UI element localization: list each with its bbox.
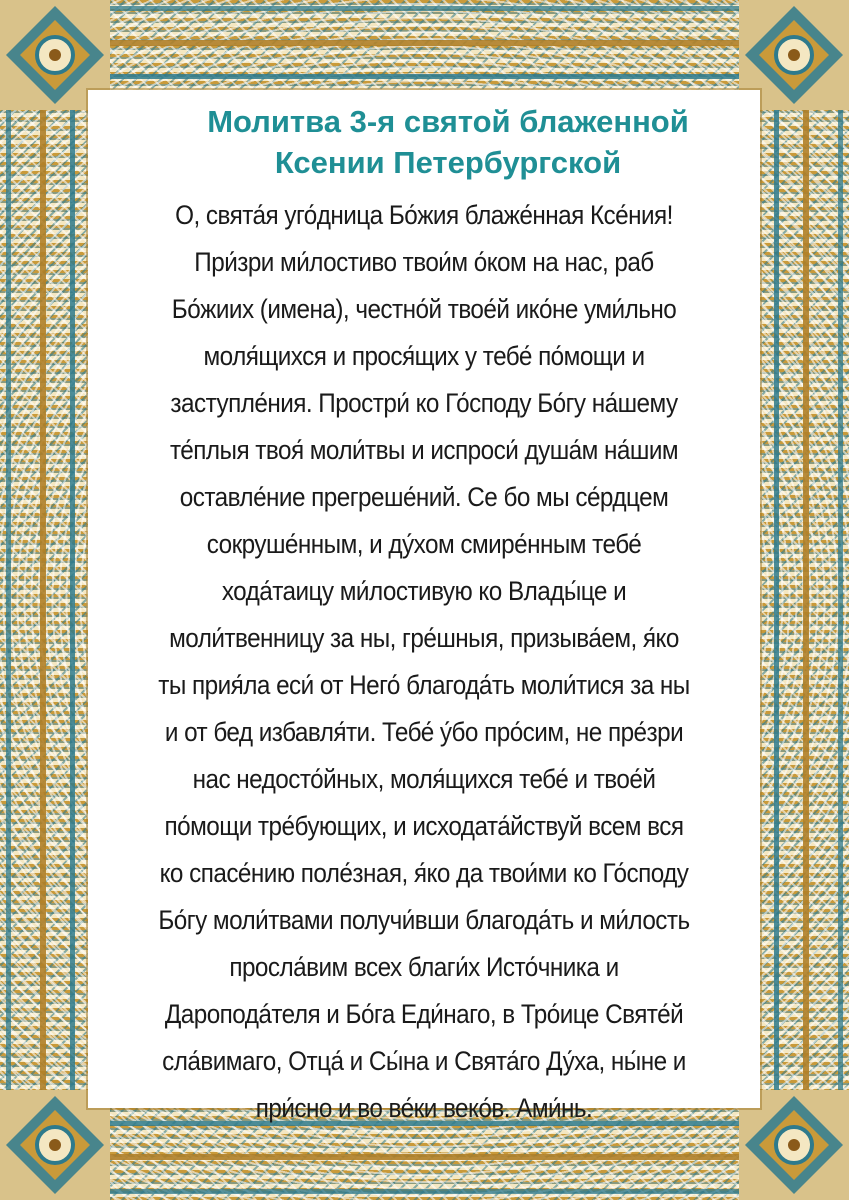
prayer-line: хода́таицу ми́лостивую ко Влады́це и	[221, 576, 627, 606]
prayer-line: нас недосто́йных, моля́щихся тебе́ и твое́й	[192, 764, 656, 794]
prayer-text	[125, 192, 723, 1132]
prayer-line: и от бед избавля́ти. Тебе́ у́бо про́сим, не пре́зри	[164, 717, 684, 747]
prayer-line: При́зри ми́лостиво твои́м о́ком на нас, раб	[194, 247, 654, 277]
prayer-line: те́плыя твоя́ моли́твы и испроси́ душа́м на́шим	[169, 435, 679, 465]
prayer-line: заступле́ния. Простри́ ко Го́споду Бо́гу на́шему	[170, 388, 678, 418]
prayer-line: Бо́гу моли́твами получи́вши благода́ть и ми́лость	[158, 905, 690, 935]
prayer-line: сла́вимаго, Отца́ и Сы́на и Свята́го Ду́ха, ны́не и	[162, 1046, 686, 1076]
prayer-title-line: Ксении Петербургской	[274, 145, 622, 180]
prayer-line: Дароподáтеля и Бо́га Еди́наго, в Тро́ице Святе́й	[164, 999, 684, 1029]
prayer-title	[96, 101, 800, 183]
prayer-line: ко спасе́нию поле́зная, я́ко да твои́ми ко Го́споду	[159, 858, 689, 888]
prayer-title-line: Молитва 3-я святой блаженной	[207, 104, 689, 139]
prayer-line: О, свята́я уго́дница Бо́жия блаже́нная Ксе́ния!	[175, 200, 673, 230]
prayer-line: ты прия́ла еси́ от Него́ благода́ть моли́тися за ны	[158, 670, 690, 700]
prayer-line: моли́твенницу за ны, гре́шныя, призыва́ем, я́ко	[169, 623, 679, 653]
prayer-line: Бо́жиих (имена), честно́й твое́й ико́не уми́льно	[171, 294, 677, 324]
prayer-line: сокруше́нным, и ду́хом смире́нным тебе́	[206, 529, 642, 559]
prayer-line: оставле́ние прегреше́ний. Се бо мы се́рдцем	[179, 482, 669, 512]
prayer-line: моля́щихся и прося́щих у тебе́ по́мощи и	[203, 341, 645, 371]
prayer-line: при́сно и во ве́ки веко́в. Ами́нь.	[255, 1093, 593, 1123]
prayer-line: просла́вим всех благи́х Исто́чника и	[229, 952, 619, 982]
prayer-line: по́мощи тре́бующих, и исходата́йствуй всем вся	[164, 811, 684, 841]
